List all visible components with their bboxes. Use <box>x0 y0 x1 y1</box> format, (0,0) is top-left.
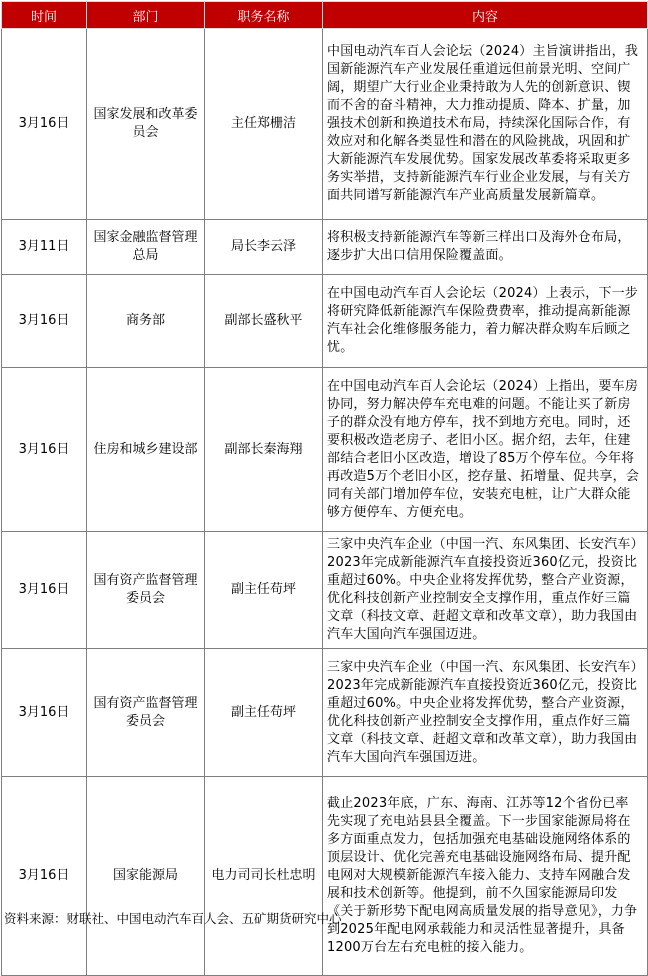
cell-date: 3月16日 <box>2 368 87 532</box>
table-row <box>2 368 648 532</box>
cell-title: 副主任苟坪 <box>205 649 323 777</box>
cell-date: 3月16日 <box>2 532 87 649</box>
cell-title: 副部长盛秋平 <box>205 275 323 368</box>
cell-title: 电力司司长杜忠明 <box>205 777 323 976</box>
cell-date: 3月16日 <box>2 777 87 976</box>
table-header-row <box>2 2 648 29</box>
cell-title: 副主任苟坪 <box>205 532 323 649</box>
cell-content: 三家中央汽车企业（中国一汽、东风集团、长安汽车）2023年完成新能源汽车直接投资近360亿元，投资比重超过60%。中央企业将发挥优势，整合产业资源，优化科技创新产业控制安全支撑作用，重点作好三篇文章（科技文章、赶超文章和改革文章），助力我国由汽车大国向汽车强国迈进。 <box>323 532 648 649</box>
cell-content: 三家中央汽车企业（中国一汽、东风集团、长安汽车）2023年完成新能源汽车直接投资近360亿元，投资比重超过60%。中央企业将发挥优势，整合产业资源，优化科技创新产业控制安全支撑作用，重点作好三篇文章（科技文章、赶超文章和改革文章），助力我国由汽车大国向汽车强国迈进。 <box>323 649 648 777</box>
cell-date: 3月16日 <box>2 275 87 368</box>
cell-title: 主任郑栅洁 <box>205 29 323 220</box>
cell-department: 国家金融监督管理总局 <box>87 220 205 275</box>
cell-title: 局长李云泽 <box>205 220 323 275</box>
source-note: 资料来源：财联社、中国电动汽车百人会、五矿期货研究中心 <box>4 911 342 926</box>
cell-department: 国家发展和改革委员会 <box>87 29 205 220</box>
table-row <box>2 29 648 220</box>
cell-content: 在中国电动汽车百人会论坛（2024）上表示，下一步将研究降低新能源汽车保险费费率，推动提高新能源汽车社会化维修服务能力，着力解决群众购车后顾之忧。 <box>323 275 648 368</box>
cell-department: 国家能源局 <box>87 777 205 976</box>
table-row <box>2 275 648 368</box>
cell-department: 国有资产监督管理委员会 <box>87 649 205 777</box>
cell-title: 副部长秦海翔 <box>205 368 323 532</box>
cell-department: 住房和城乡建设部 <box>87 368 205 532</box>
header-content: 内容 <box>323 2 648 29</box>
header-department: 部门 <box>87 2 205 29</box>
cell-date: 3月16日 <box>2 29 87 220</box>
cell-content: 中国电动汽车百人会论坛（2024）主旨演讲指出，我国新能源汽车产业发展任重道远但前景光明、空间广阔，期望广大行业企业秉持敢为人先的创新意识、锲而不舍的奋斗精神，大力推动提质、降本、扩量，加强技术创新和换道技术布局，持续深化国际合作，有效应对和化解各类显性和潜在的风险挑战，巩固和扩大新能源汽车发展优势。国家发展改革委将采取更多务实举措，支持新能源汽车行业企业发展，与有关方面共同谱写新能源汽车产业高质量发展新篇章。 <box>323 29 648 220</box>
cell-date: 3月16日 <box>2 649 87 777</box>
table-row <box>2 220 648 275</box>
cell-content: 截止2023年底，广东、海南、江苏等12个省份已率先实现了充电站县县全覆盖。下一步国家能源局将在多方面重点发力，包括加强充电基础设施网络体系的顶层设计、优化完善充电基础设施网络布局、提升配电网对大规模新能源汽车接入能力、支持车网融合发展和技术创新等。他提到，前不久国家能源局印发《关于新形势下配电网高质量发展的指导意见》，力争到2025年配电网承载能力和灵活性显著提升，具备1200万台左右充电桩的接入能力。 <box>323 777 648 976</box>
cell-content: 将积极支持新能源汽车等新三样出口及海外仓布局，逐步扩大出口信用保险覆盖面。 <box>323 220 648 275</box>
table-row <box>2 777 648 976</box>
cell-date: 3月11日 <box>2 220 87 275</box>
cell-department: 商务部 <box>87 275 205 368</box>
table-row <box>2 649 648 777</box>
header-date: 时间 <box>2 2 87 29</box>
policy-table <box>1 1 648 976</box>
cell-department: 国有资产监督管理委员会 <box>87 532 205 649</box>
table-row <box>2 532 648 649</box>
cell-content: 在中国电动汽车百人会论坛（2024）上指出，要车房协同，努力解决停车充电难的问题。不能让买了新房子的群众没有地方停车，找不到地方充电。同时，还要积极改造老房子、老旧小区。据介绍，去年，住建部结合老旧小区改造，增设了85万个停车位。今年将再改造5万个老旧小区，挖存量、拓增量、促共享，会同有关部门增加停车位，安装充电桩，让广大群众能够方便停车、方便充电。 <box>323 368 648 532</box>
header-title: 职务名称 <box>205 2 323 29</box>
